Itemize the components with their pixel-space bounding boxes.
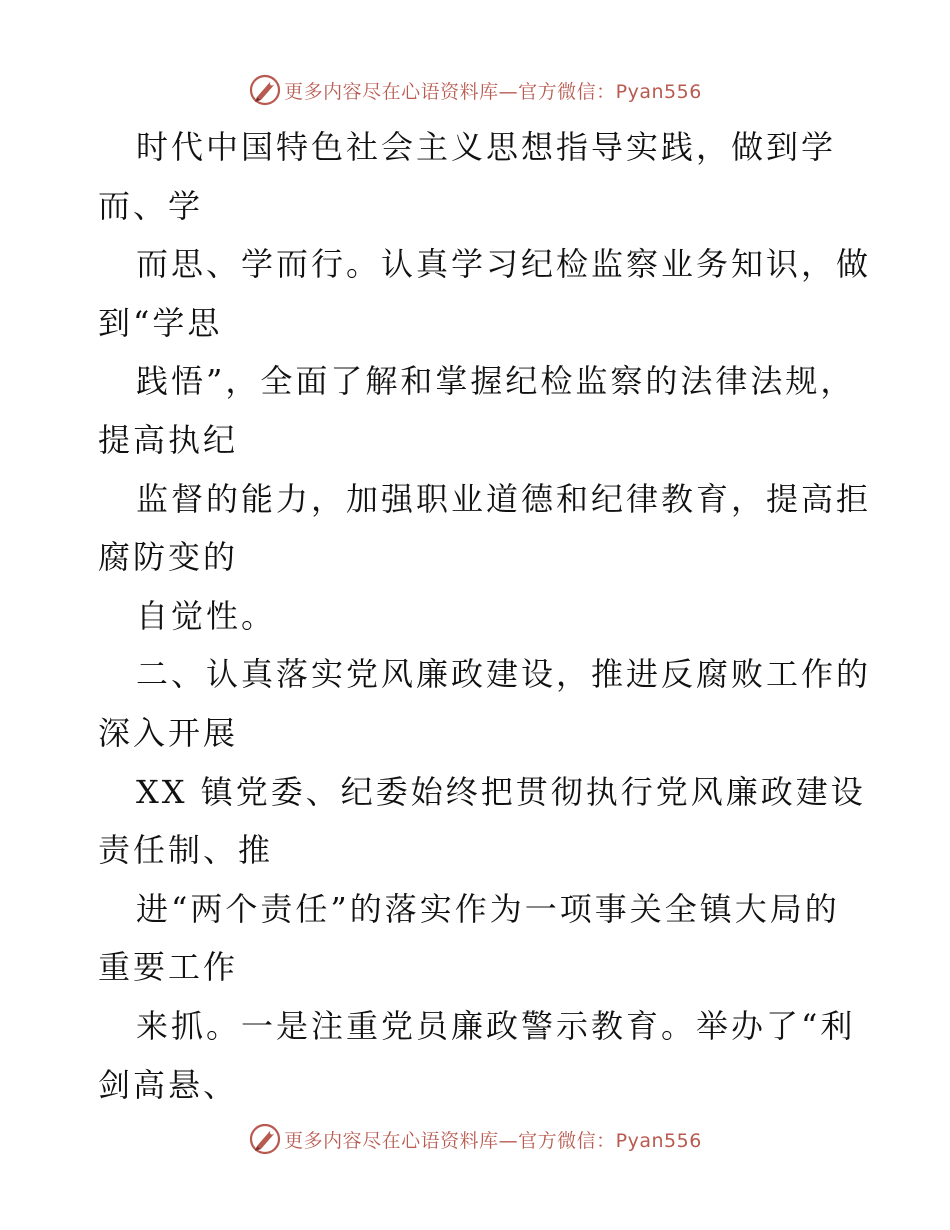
section-heading-line: 深入开展	[98, 713, 239, 752]
text-line: 重要工作	[98, 948, 239, 987]
section-heading-line: 二、认真落实党风廉政建设，推进反腐败工作的	[136, 655, 872, 694]
text-line: 进“两个责任”的落实作为一项事关全镇大局的	[136, 889, 840, 928]
text-line: 腐防变的	[98, 538, 239, 577]
text-line: 提高执纪	[98, 420, 239, 459]
text-line: 剑高悬、	[98, 1065, 239, 1104]
footer-banner	[0, 1119, 950, 1159]
text-line: 自觉性。	[136, 596, 277, 635]
pen-logo-icon	[248, 1122, 282, 1156]
header-banner	[0, 70, 950, 110]
text-line: 到“学思	[98, 303, 223, 342]
text-line: 来抓。一是注重党员廉政警示教育。举办了“利	[136, 1006, 856, 1045]
document-body	[98, 118, 872, 1114]
text-line: 监督的能力，加强职业道德和纪律教育，提高拒	[136, 479, 872, 518]
text-line: 责任制、推	[98, 831, 274, 870]
footer-banner-text: 更多内容尽在心语资料库—官方微信：Pyan556	[284, 1129, 702, 1152]
header-banner-text: 更多内容尽在心语资料库—官方微信：Pyan556	[284, 80, 702, 103]
pen-logo-icon	[248, 73, 282, 107]
text-line: 时代中国特色社会主义思想指导实践，做到学	[136, 128, 837, 166]
text-line: 践悟”，全面了解和掌握纪检监察的法律法规，	[136, 362, 856, 401]
text-line: XX 镇党委、纪委始终把贯彻执行党风廉政建设	[136, 772, 866, 811]
text-line: 而思、学而行。认真学习纪检监察业务知识，做	[136, 245, 872, 284]
text-line: 而、学	[98, 186, 204, 225]
